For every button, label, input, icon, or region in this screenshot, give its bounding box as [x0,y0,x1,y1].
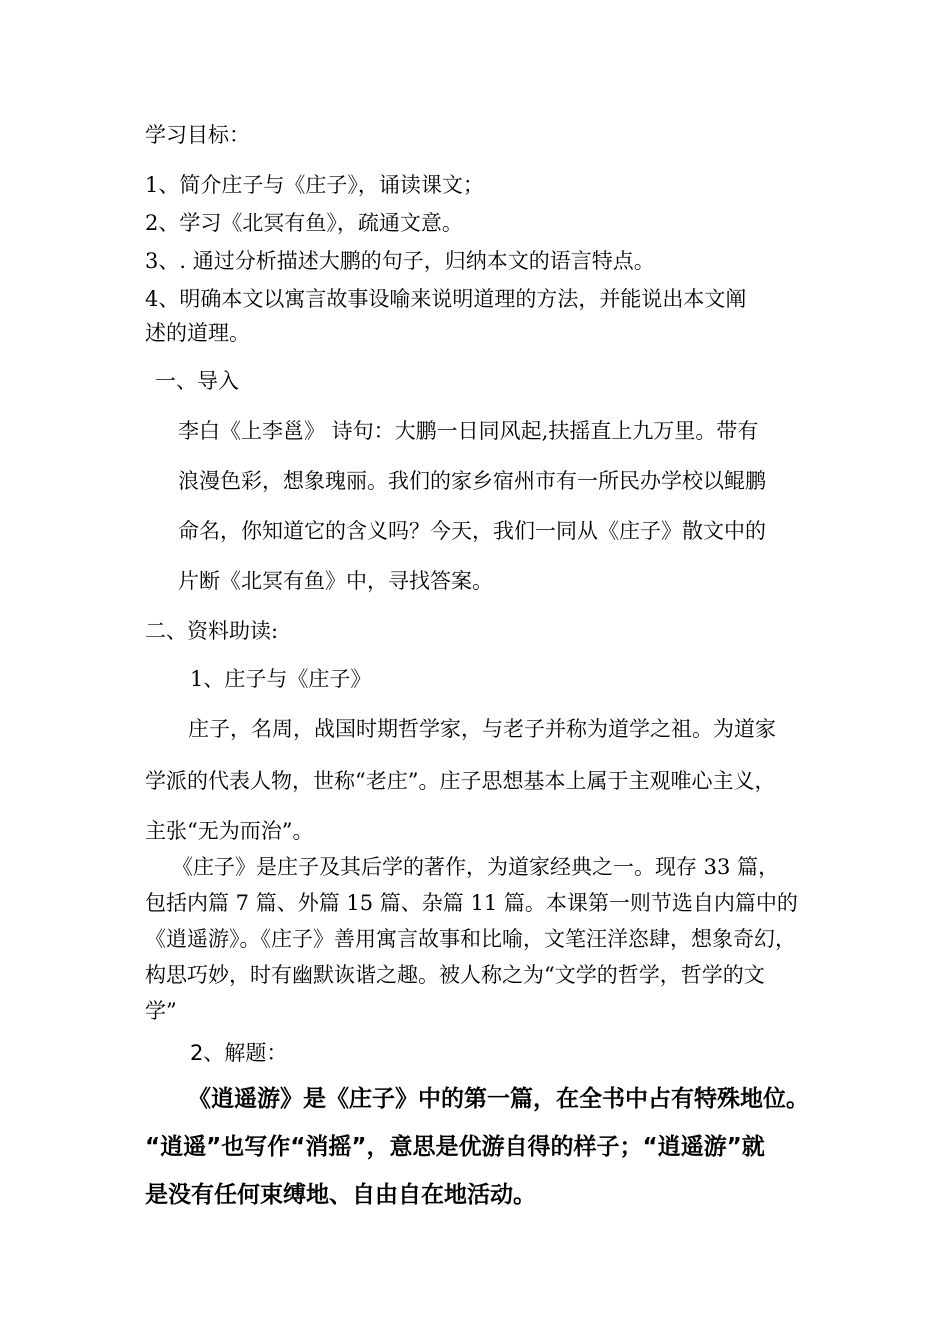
para2-line-5: 学” [145,999,177,1023]
objectives-heading: 学习目标： [145,123,250,147]
para2-line-1: 《庄子》是庄子及其后学的著作，为道家经典之一。现存 33 篇， [172,855,780,879]
para1-line-2: 学派的代表人物，世称“老庄”。庄子思想基本上属于主观唯心主义， [145,769,776,793]
objective-item-2: 2、学习《北冥有鱼》，疏通文意。 [145,211,463,235]
reading-sub-1: 1、庄子与《庄子》 [190,667,372,691]
para3-line-3: 是没有任何束缚地、自由自在地活动。 [145,1182,536,1208]
objective-item-4-cont: 述的道理。 [145,321,250,345]
intro-line-2: 浪漫色彩，想象瑰丽。我们的家乡宿州市有一所民办学校以鲲鹏 [178,469,766,493]
para1-line-1: 庄子，名周，战国时期哲学家，与老子并称为道学之祖。为道家 [188,717,776,741]
objective-item-4: 4、明确本文以寓言故事设喻来说明道理的方法，并能说出本文阐 [145,287,747,311]
intro-heading: 一、导入 [155,369,239,393]
intro-line-4: 片断《北冥有鱼》中，寻找答案。 [178,569,493,593]
intro-line-1: 李白《上李邕》 诗句：大鹏一日同风起,扶摇直上九万里。带有 [178,419,759,443]
para2-line-2: 包括内篇 7 篇、外篇 15 篇、杂篇 11 篇。本课第一则节选自内篇中的 [145,891,798,915]
para3-line-2: “逍遥”也写作“消摇”，意思是优游自得的样子；“逍遥游”就 [145,1134,765,1160]
objective-item-1: 1、简介庄子与《庄子》，诵读课文； [145,173,484,197]
para2-line-3: 《逍遥游》。《庄子》善用寓言故事和比喻，文笔汪洋恣肆，想象奇幻， [145,927,796,951]
para3-line-1: 《逍遥游》是《庄子》中的第一篇，在全书中占有特殊地位。 [188,1086,809,1112]
objective-item-3: 3、. 通过分析描述大鹏的句子，归纳本文的语言特点。 [145,249,655,273]
reading-sub-2: 2、解题： [190,1041,288,1065]
intro-line-3: 命名，你知道它的含义吗？今天，我们一同从《庄子》散文中的 [178,519,766,543]
reading-heading: 二、资料助读: [145,619,279,643]
para1-line-3: 主张“无为而治”。 [145,819,314,843]
para2-line-4: 构思巧妙，时有幽默诙谐之趣。被人称之为“文学的哲学，哲学的文 [145,963,765,987]
